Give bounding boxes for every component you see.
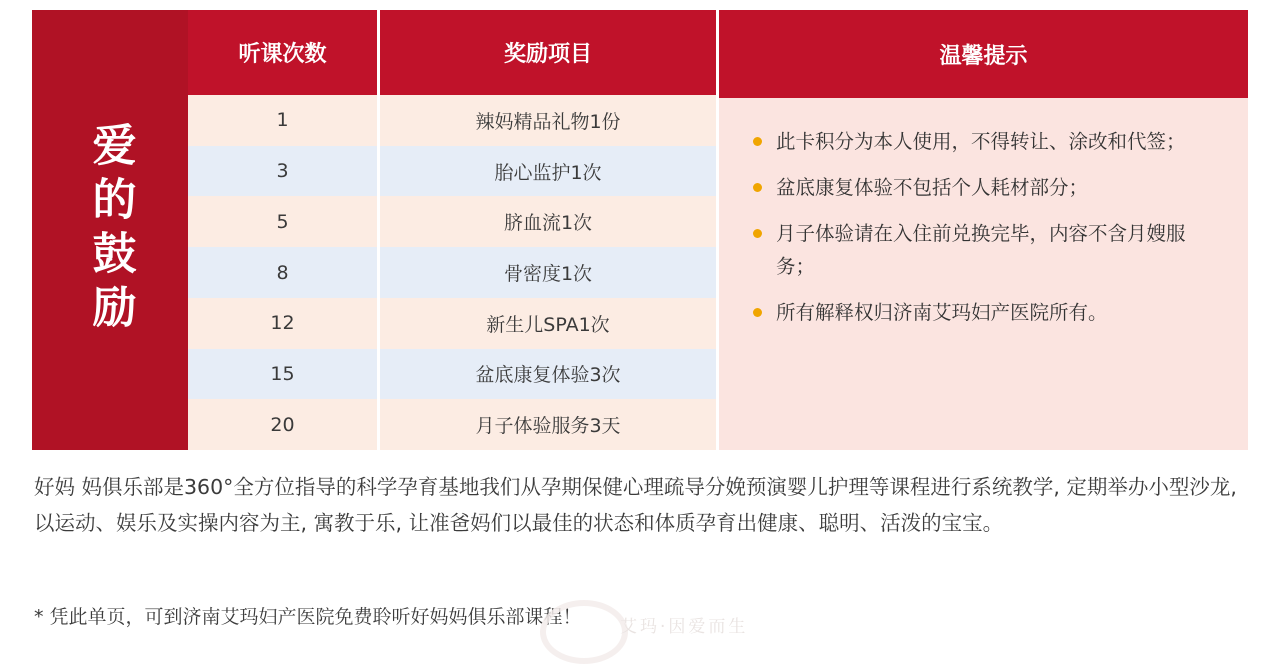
- cell-reward: 月子体验服务3天: [380, 399, 716, 450]
- list-item: [753, 218, 1214, 282]
- notes-panel: [719, 10, 1248, 450]
- notes-title: 温馨提示: [719, 10, 1248, 98]
- cell-count: 3: [188, 146, 380, 197]
- cell-count: 8: [188, 247, 380, 298]
- cell-reward: 盆底康复体验3次: [380, 349, 716, 400]
- cell-count: 5: [188, 196, 380, 247]
- vertical-title-text: 爱的鼓励: [84, 122, 136, 338]
- cell-reward: 新生儿SPA1次: [380, 298, 716, 349]
- note-text: 此卡积分为本人使用，不得转让、涂改和代签；: [776, 130, 1186, 153]
- bullet-icon: [753, 308, 762, 317]
- bullet-icon: [753, 183, 762, 192]
- table-header-row: [188, 10, 716, 95]
- table-header-reward: 奖励项目: [503, 42, 592, 67]
- vertical-title-panel: [32, 10, 188, 450]
- note-text: 月子体验请在入住前兑换完毕，内容不含月嫂服务；: [776, 222, 1186, 278]
- table-row: [188, 399, 716, 450]
- table-row: [188, 247, 716, 298]
- list-item: [753, 172, 1214, 204]
- rewards-table-block: [32, 10, 1248, 450]
- footnote-text: * 凭此单页，可到济南艾玛妇产医院免费聆听好妈妈俱乐部课程！: [34, 606, 582, 628]
- cell-count: 15: [188, 349, 380, 400]
- cell-reward: 辣妈精品礼物1份: [380, 95, 716, 146]
- note-text: 所有解释权归济南艾玛妇产医院所有。: [776, 300, 1108, 324]
- watermark-logo-icon: [540, 600, 628, 664]
- cell-count: 20: [188, 399, 380, 450]
- note-text: 盆底康复体验不包括个人耗材部分；: [776, 176, 1089, 200]
- notes-list: [719, 98, 1248, 450]
- cell-reward: 脐血流1次: [380, 196, 716, 247]
- list-item: [753, 297, 1214, 329]
- bullet-icon: [753, 229, 762, 238]
- description-paragraph: 好妈 妈俱乐部是360°全方位指导的科学孕育基地我们从孕期保健心理疏导分娩预演婴儿护理等课程进行系统教学, 定期举办小型沙龙, 以运动、娱乐及实操内容为主, 寓教于乐, 让准爸妈们以最佳的状态和体质孕育出健康、聪明、活泼的宝宝。: [34, 475, 1237, 535]
- watermark-text: 艾玛·因爱而生: [620, 617, 749, 637]
- table-row: [188, 196, 716, 247]
- table-row: [188, 298, 716, 349]
- table-row: [188, 95, 716, 146]
- cell-count: 12: [188, 298, 380, 349]
- rewards-table: [188, 10, 719, 450]
- cell-reward: 骨密度1次: [380, 247, 716, 298]
- cell-reward: 胎心监护1次: [380, 146, 716, 197]
- table-row: [188, 146, 716, 197]
- cell-count: 1: [188, 95, 380, 146]
- table-row: [188, 349, 716, 400]
- list-item: [753, 126, 1214, 158]
- table-header-count: 听课次数: [188, 10, 380, 95]
- bullet-icon: [753, 137, 762, 146]
